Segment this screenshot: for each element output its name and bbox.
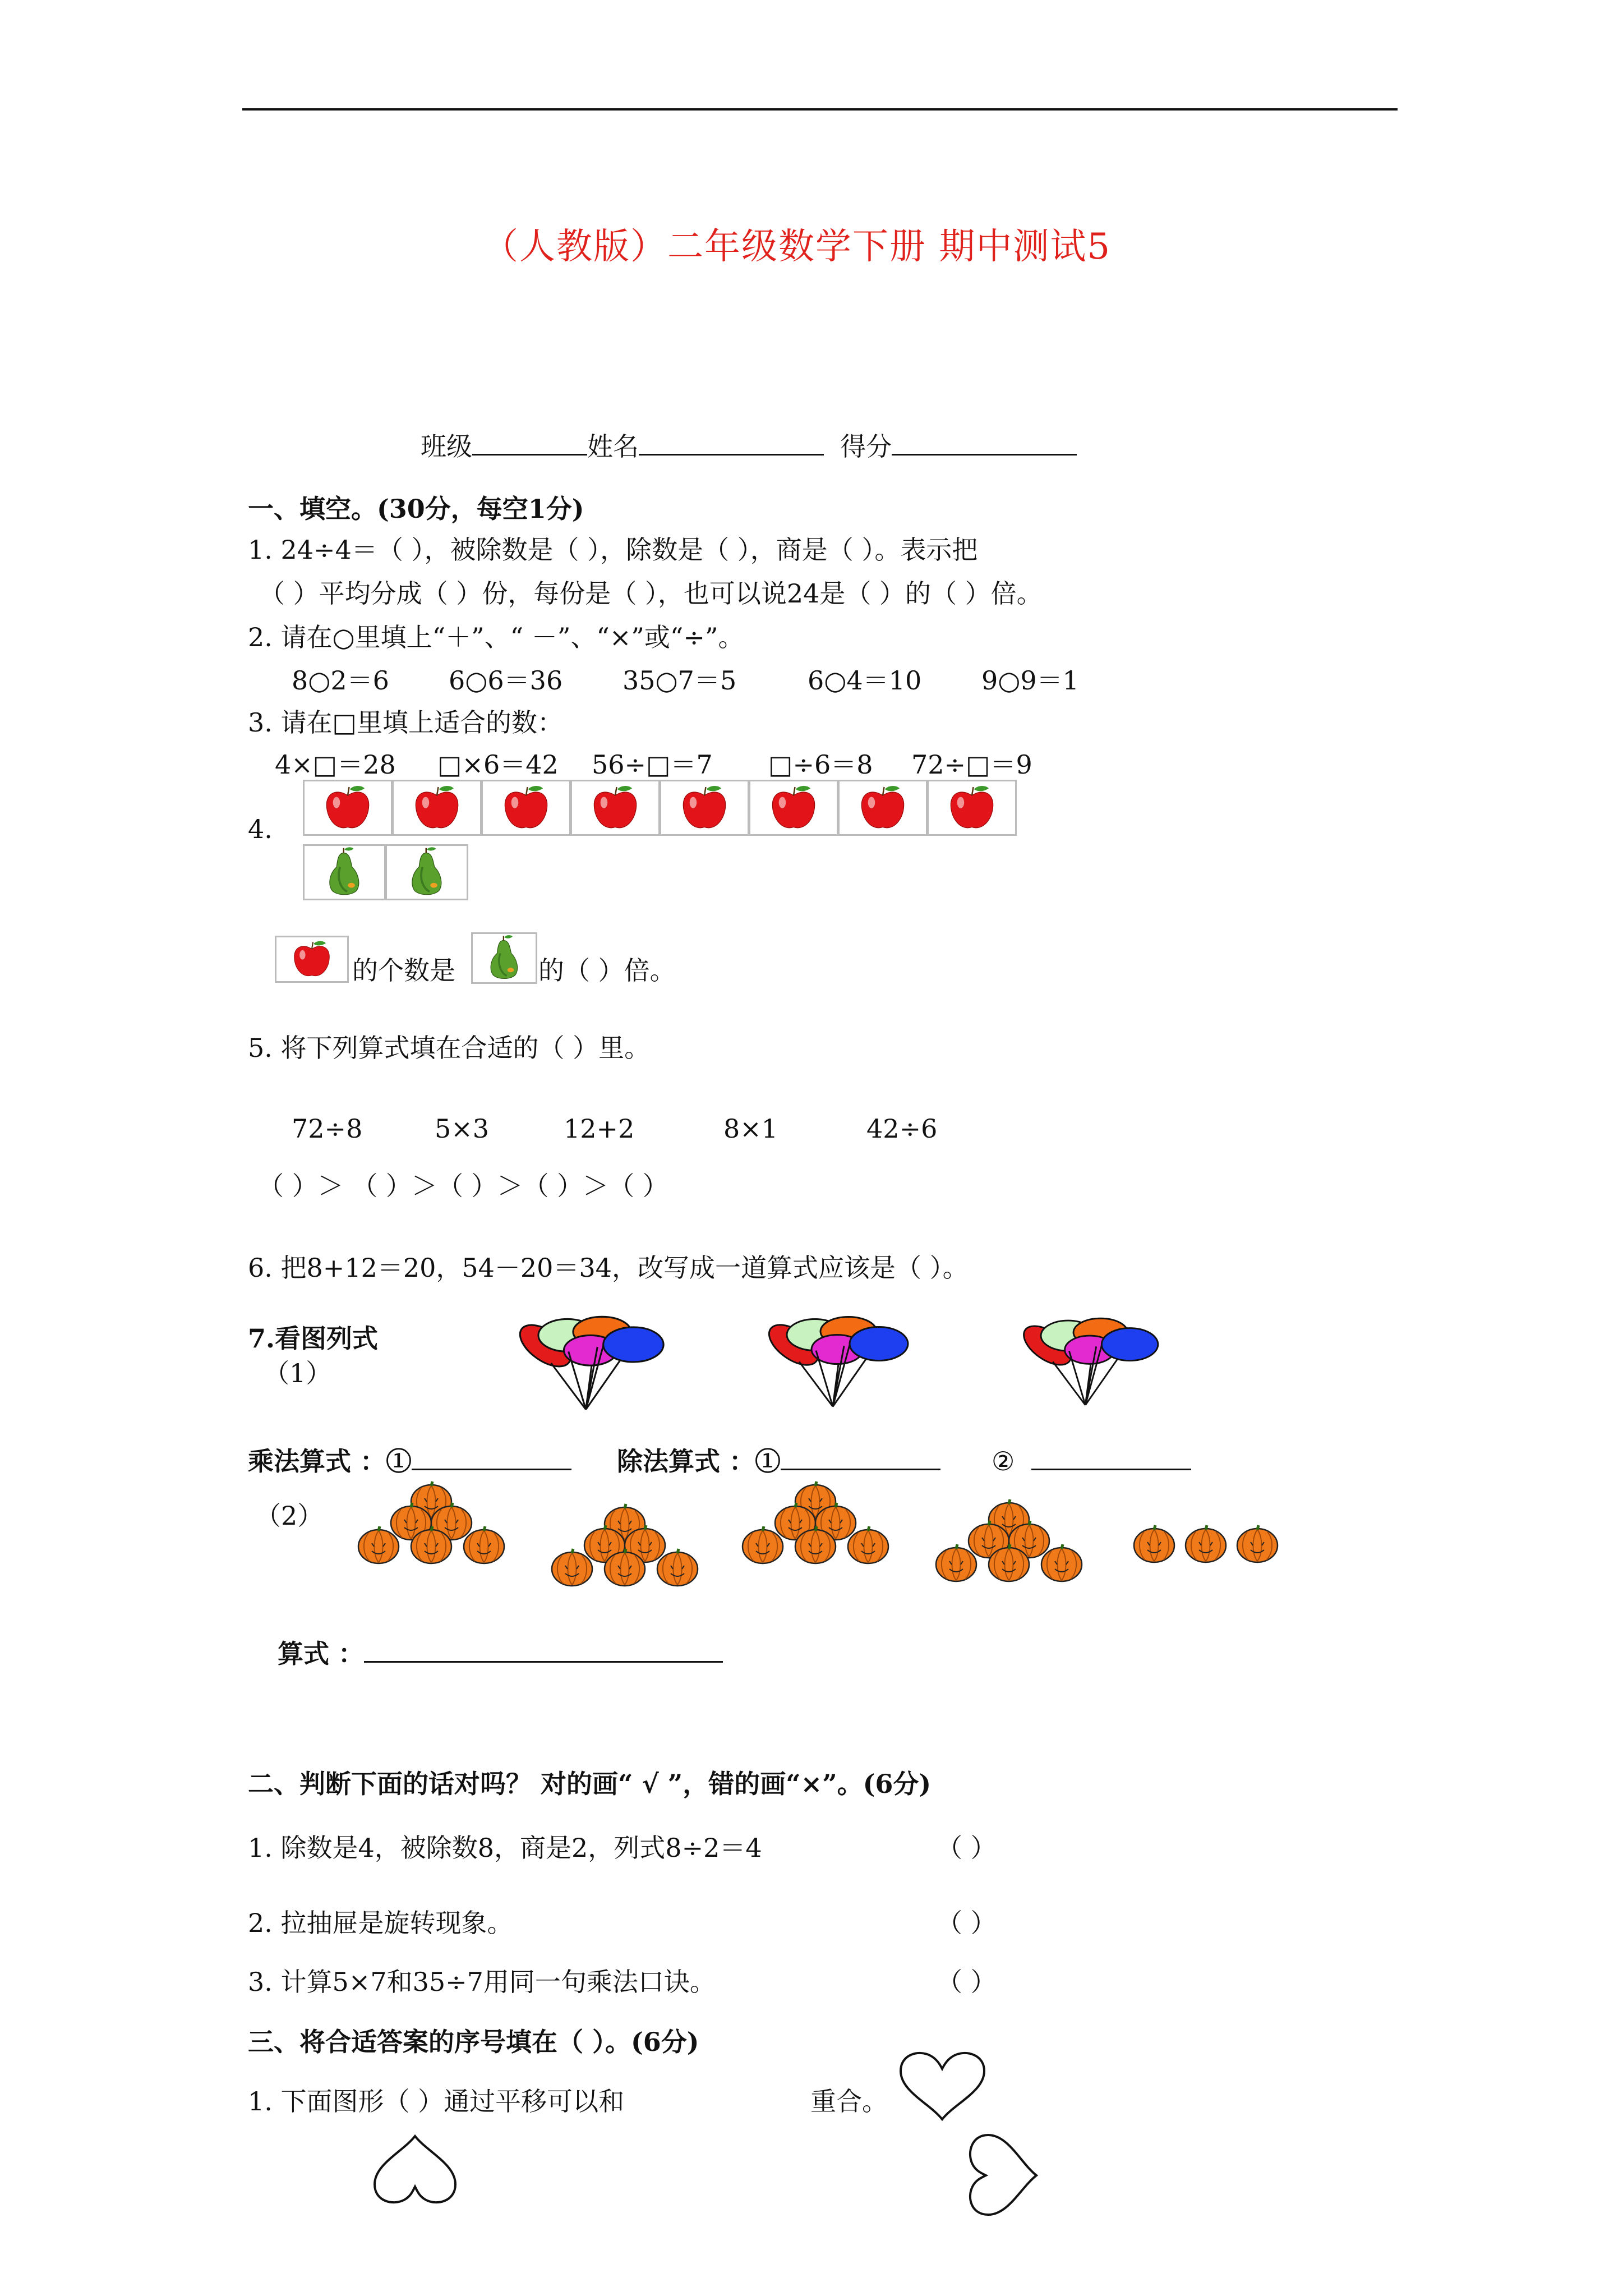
q7-formula-label [278, 1635, 723, 1671]
q7-formula-text: 算式 ： [278, 1639, 365, 1669]
pumpkin [1132, 1525, 1177, 1564]
q5-text: 5. 将下列算式填在合适的（ ）里。 [248, 1033, 651, 1063]
pumpkin [793, 1526, 838, 1565]
q1-line2: （ ）平均分成（ ）份，每份是（ ），也可以说24是（ ）的（ ）倍。 [259, 578, 1043, 609]
apple-image [838, 780, 928, 836]
div-blank-1[interactable] [781, 1443, 940, 1470]
pumpkin [1235, 1525, 1280, 1564]
judge-paren[interactable]: （ ） [937, 1967, 997, 1997]
q4-text1: 的个数是 [352, 955, 455, 986]
s3-q1-text-b: 重合。 [810, 2086, 888, 2116]
pumpkin [1183, 1525, 1228, 1564]
q7-div2-text: ② [992, 1446, 1015, 1476]
balloon-bunch [1009, 1313, 1172, 1411]
pumpkin-group [550, 1503, 701, 1593]
top-rule [242, 108, 1398, 111]
heart-outline-icon [948, 2131, 1040, 2217]
pumpkin-group [356, 1481, 508, 1571]
q2-item: 35○7＝5 [623, 665, 737, 696]
formula-blank[interactable] [364, 1635, 723, 1663]
apple-image [392, 780, 482, 836]
q2-text: 2. 请在○里填上“＋”、“ －”、“×”或“÷”。 [248, 622, 744, 652]
heart-outline-icon [370, 2132, 460, 2207]
pumpkin [409, 1526, 454, 1565]
q7-part1-label: （1） [264, 1358, 332, 1388]
pumpkin-group [934, 1499, 1085, 1589]
pear-image [385, 844, 468, 900]
div-blank-2[interactable] [1031, 1443, 1191, 1470]
name-blank[interactable] [639, 428, 824, 455]
s3-q1-text-a: 1. 下面图形（ ）通过平移可以和 [248, 2086, 625, 2116]
judge-item: 2. 拉抽屉是旋转现象。 [248, 1908, 513, 1938]
apple-image [275, 936, 349, 983]
class-blank[interactable] [472, 428, 587, 455]
apple-image [749, 780, 838, 836]
pear-image [471, 932, 537, 984]
q2-item: 6○6＝36 [449, 665, 563, 696]
q3-item: 4×□＝28 [275, 749, 396, 780]
section2-heading: 二、判断下面的话对吗？ 对的画“ √ ”，错的画“×”。(6分) [248, 1769, 932, 1799]
q5-blanks[interactable]: （ ）＞ （ ）＞（ ）＞（ ）＞（ ） [258, 1171, 668, 1201]
judge-paren[interactable]: （ ） [937, 1908, 997, 1938]
q7-mult-label [248, 1443, 571, 1478]
mult-blank[interactable] [412, 1443, 571, 1470]
pumpkin-group [1132, 1525, 1289, 1570]
pumpkin [655, 1548, 700, 1588]
info-line [421, 428, 1077, 463]
pumpkin [986, 1544, 1031, 1583]
heart-outline-icon [896, 2047, 989, 2123]
pumpkin [934, 1544, 979, 1583]
pumpkin-group [740, 1481, 892, 1571]
balloon-bunch [754, 1310, 923, 1414]
q7-part2-label: （2） [255, 1501, 324, 1531]
q1-line1: 1. 24÷4＝（ ），被除数是（ ），除数是（ ），商是（ ）。表示把 [248, 535, 978, 565]
score-blank[interactable] [892, 428, 1077, 455]
section3-heading: 三、将合适答案的序号填在（ ）。(6分) [248, 2027, 699, 2057]
apple-row [303, 780, 1018, 836]
score-label: 得分 [840, 431, 892, 462]
q5-item: 5×3 [435, 1114, 490, 1144]
q7-mult-text: 乘法算式 ：① [248, 1446, 412, 1476]
q3-item: □×6＝42 [437, 749, 559, 780]
q7-title: 7.看图列式 [248, 1323, 379, 1354]
q7-div2 [992, 1443, 1191, 1478]
pumpkin [550, 1548, 594, 1588]
section1-heading: 一、填空。(30分，每空1分) [248, 494, 584, 524]
pumpkin [462, 1526, 506, 1565]
q3-item: 56÷□＝7 [592, 749, 713, 780]
q2-item: 9○9＝1 [981, 665, 1079, 696]
q6-text: 6. 把8+12＝20，54－20＝34，改写成一道算式应该是（ ）。 [248, 1253, 969, 1283]
q3-item: 72÷□＝9 [911, 749, 1032, 780]
pumpkin [846, 1526, 891, 1565]
pumpkin [740, 1526, 785, 1565]
apple-image [570, 780, 660, 836]
q4-text2: 的（ ）倍。 [538, 955, 676, 986]
q7-div-text: 除法算式 ：① [617, 1446, 781, 1476]
q3-text: 3. 请在□里填上适合的数： [248, 707, 563, 738]
q7-div-label [617, 1443, 940, 1478]
q5-item: 42÷6 [866, 1114, 938, 1144]
apple-image [660, 780, 749, 836]
pumpkin [356, 1526, 401, 1565]
q4-number: 4. [248, 814, 273, 844]
judge-item: 3. 计算5×7和35÷7用同一句乘法口诀。 [248, 1967, 716, 1997]
q5-item: 8×1 [723, 1114, 778, 1144]
q3-item: □÷6＝8 [768, 749, 873, 780]
apple-image [303, 780, 393, 836]
judge-item: 1. 除数是4，被除数8，商是2，列式8÷2＝4 [248, 1833, 762, 1863]
q2-item: 6○4＝10 [808, 665, 922, 696]
pear-image [303, 844, 386, 900]
q2-item: 8○2＝6 [292, 665, 389, 696]
pumpkin [602, 1548, 647, 1588]
balloon-bunch [505, 1310, 679, 1416]
apple-image [481, 780, 571, 836]
apple-image [927, 780, 1017, 836]
q5-item: 72÷8 [292, 1114, 363, 1144]
judge-paren[interactable]: （ ） [937, 1833, 997, 1863]
name-label: 姓名 [587, 431, 639, 462]
q5-item: 12+2 [564, 1114, 635, 1144]
class-label: 班级 [421, 431, 472, 462]
pumpkin [1039, 1544, 1084, 1583]
page-title: （人教版）二年级数学下册 期中测试5 [482, 226, 1112, 268]
